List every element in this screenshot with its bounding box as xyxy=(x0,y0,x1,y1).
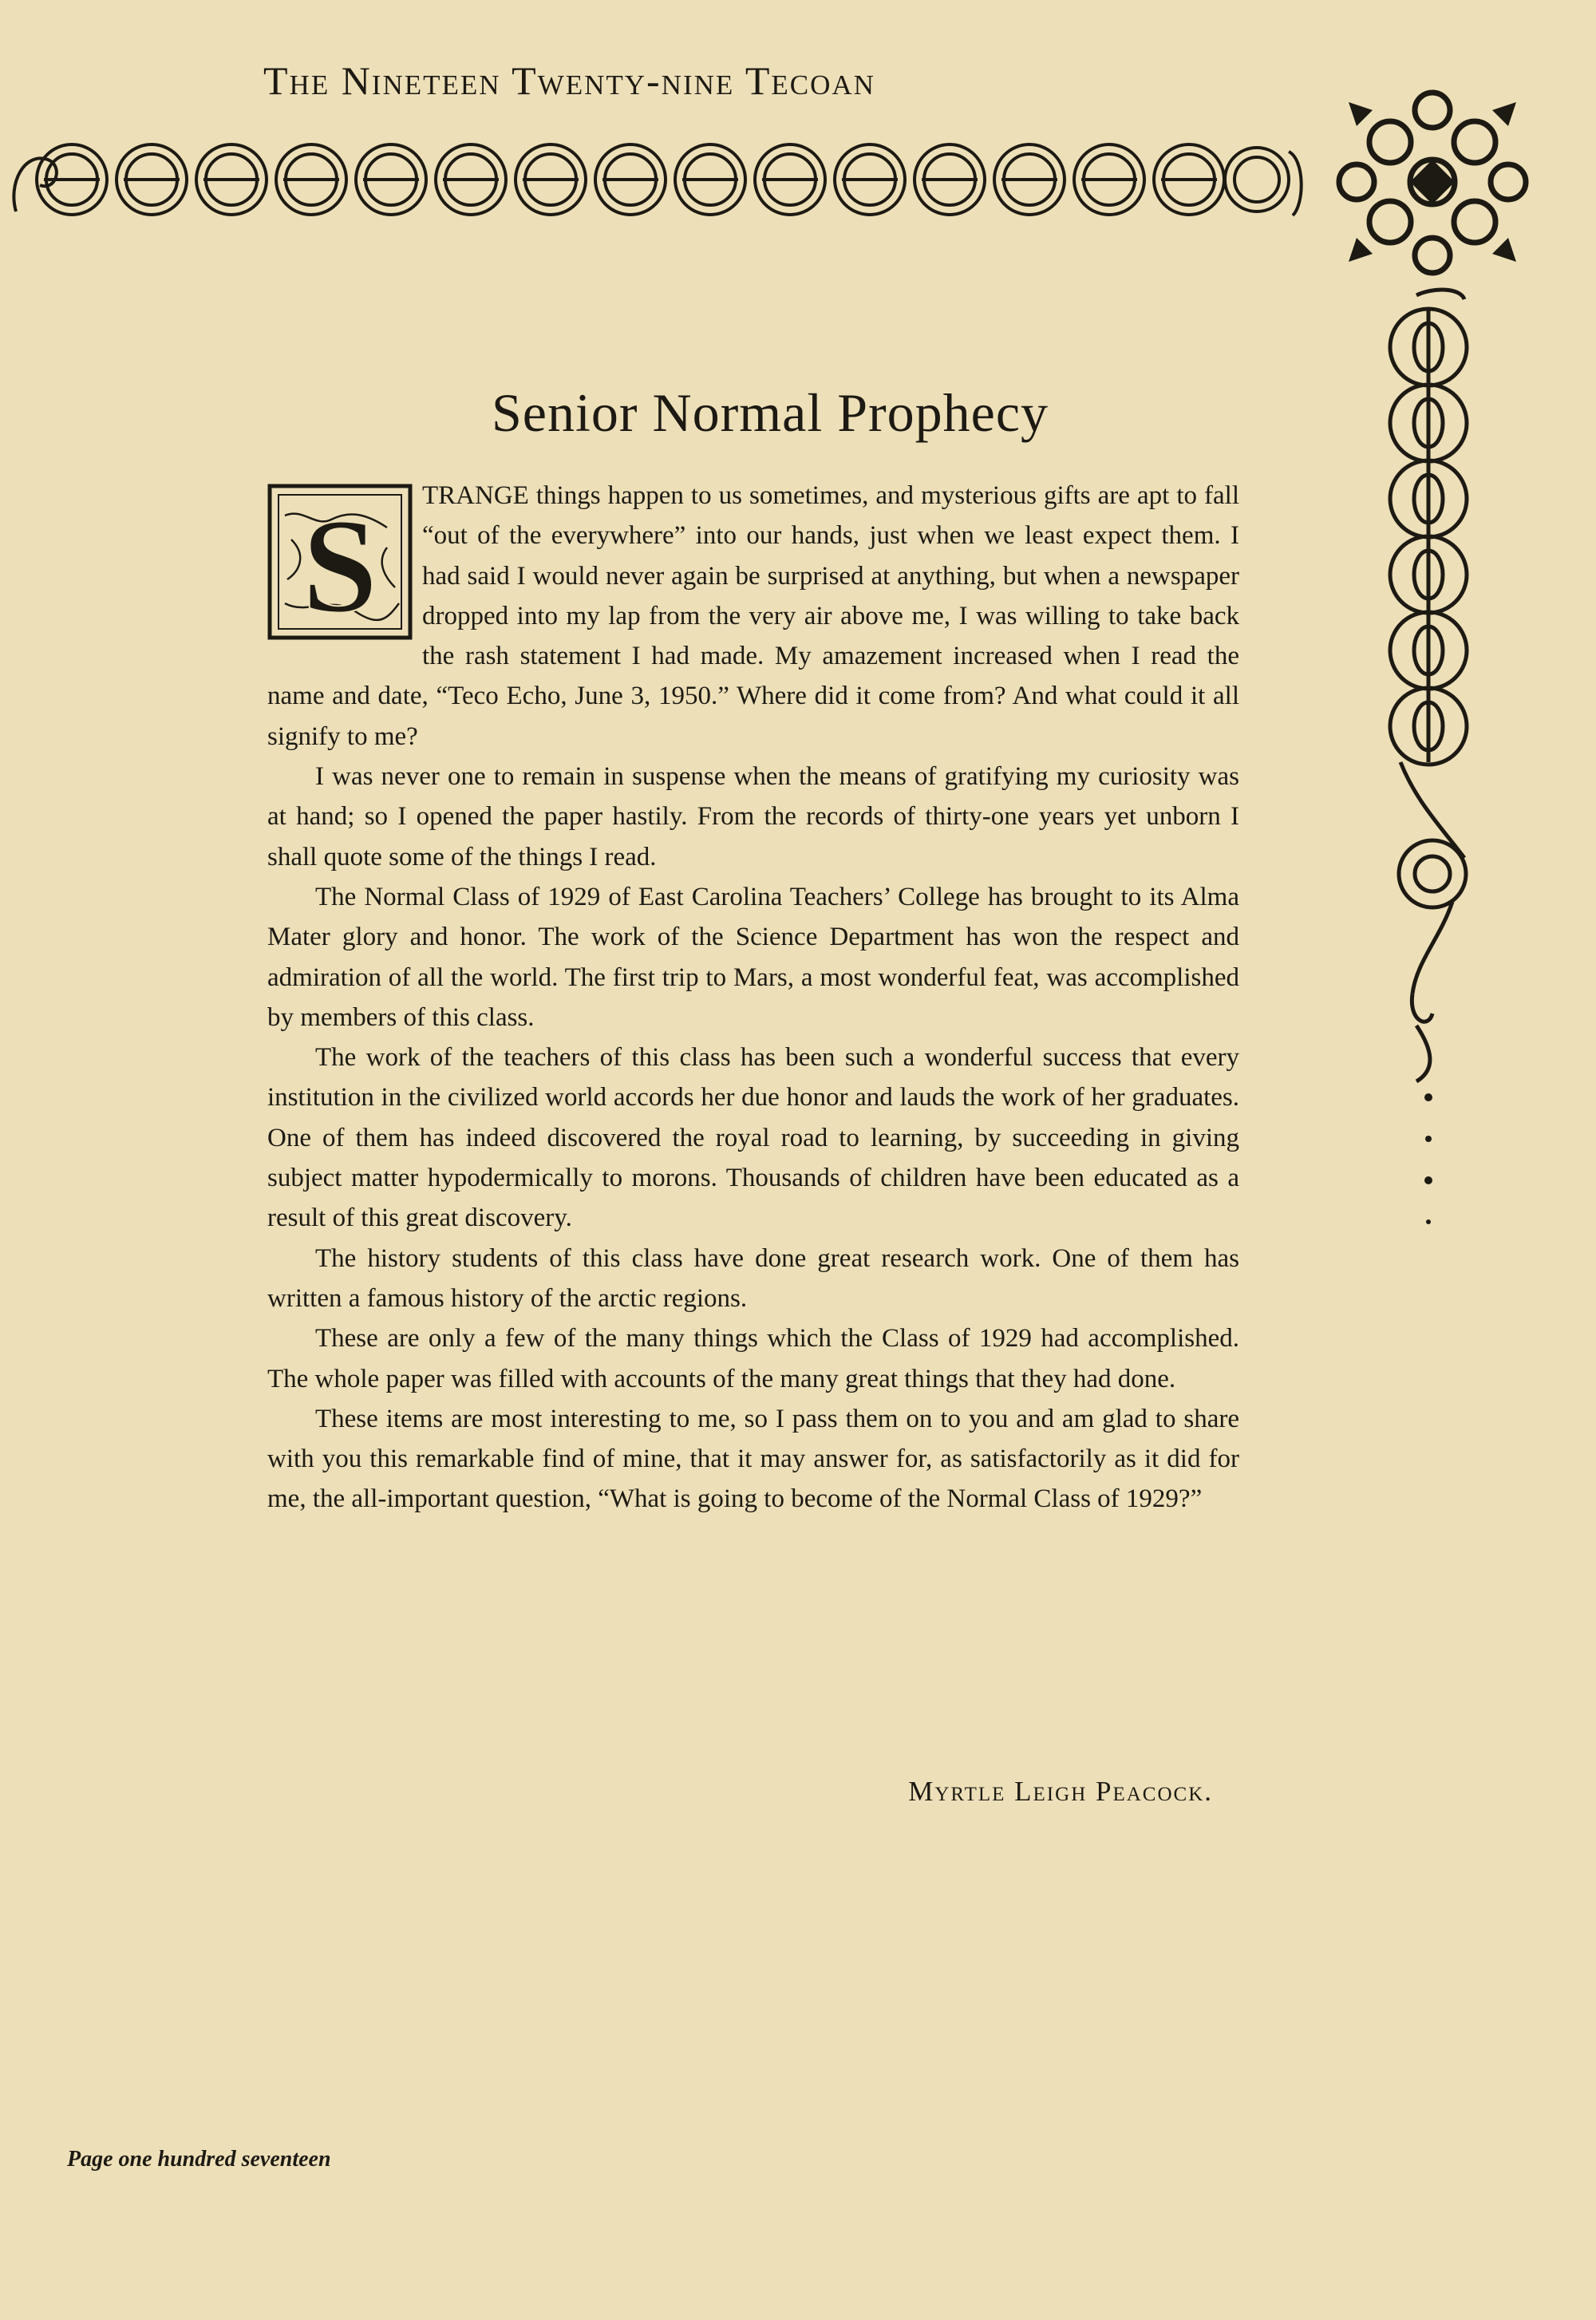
author-signature: Myrtle Leigh Peacock. xyxy=(908,1776,1213,1807)
article-body xyxy=(267,476,1239,1520)
drop-cap-letter: S xyxy=(302,491,378,640)
paragraph-5: The history students of this class have done great research work. One of them has written a famous history of the arctic regions. xyxy=(267,1243,1239,1313)
paragraph-1: TRANGE things happen to us sometimes, and mysterious gifts are apt to fall “out of the everywhere” into our hands, just when we least expect them. I had said I would never again be surprised at anything, but when a newspaper dropped into my lap from the very air above me, I was willing to take back the rash statement I had made. My amazement increased when I read the name and date, “Teco Echo, June 3, 1950.” Where did it come from? And what could it all signify to me? xyxy=(267,481,1239,751)
paragraph-7: These items are most interesting to me, so I pass them on to you and am glad to share with you this remarkable find of mine, that it may answer for, as satisfactorily as it did for me, the all-important question, “What is going to become of the Normal Class of 1929?” xyxy=(267,1404,1239,1514)
drop-cap-s-icon xyxy=(267,484,413,640)
paragraph-3: The Normal Class of 1929 of East Carolina Teachers’ College has brought to its Alma Mater glory and honor. The work of the Science Department has won the respect and admiration of all the world. The first trip to Mars, a most wonderful feat, was accomplished by members of this class. xyxy=(267,882,1239,1032)
paragraph-2: I was never one to remain in suspense when the means of gratifying my curiosity was at hand; so I opened the paper hastily. From the records of thirty-one years yet unborn I shall quote some of the things I read. xyxy=(267,762,1239,871)
running-head: The Nineteen Twenty-nine Tecoan xyxy=(263,58,875,103)
top-ornamental-border xyxy=(8,136,1325,223)
page-number: Page one hundred seventeen xyxy=(67,2147,331,2172)
page-title: Senior Normal Prophecy xyxy=(491,382,1049,443)
corner-ornament-icon xyxy=(1333,86,1532,278)
paragraph-4: The work of the teachers of this class has been such a wonderful success that every institution in the civilized world accords her due honor and lauds the work of her graduates. One of them has indeed discovered the royal road to learning, by succeeding in giving subject matter hypodermically to morons. Thousands of children have been educated as a result of this great discovery. xyxy=(267,1043,1239,1233)
paragraph-6: These are only a few of the many things which the Class of 1929 had accomplished. The whole paper was filled with accounts of the many great things that they had done. xyxy=(267,1324,1239,1393)
